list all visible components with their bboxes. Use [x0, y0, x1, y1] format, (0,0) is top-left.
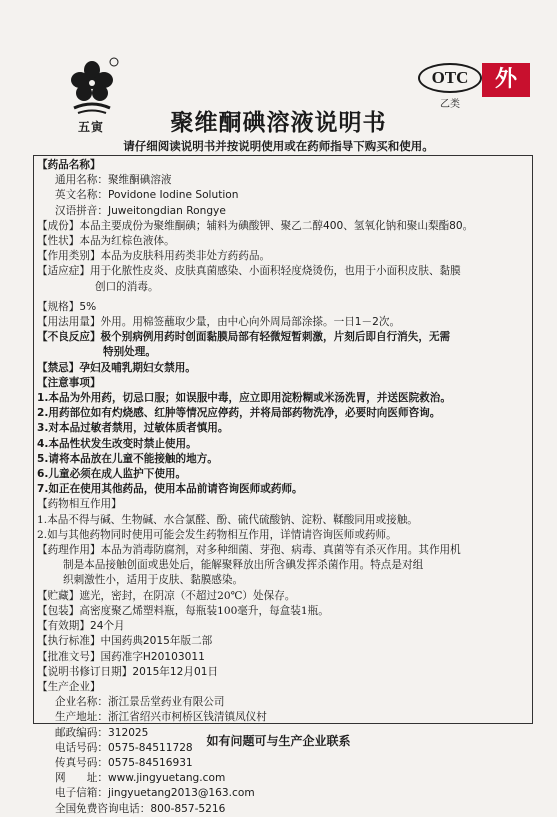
revision-date: 【说明书修订日期】2015年12月01日: [37, 665, 219, 678]
usage-dosage: 【用法用量】外用。用棉签蘸取少量，由中心向外周局部涂搽。一日1－2次。: [37, 316, 401, 329]
adverse-line-1: 【不良反应】极个别病例用药时创面黏膜局部有轻微短暂刺激，片刻后即自行消失，无需: [37, 331, 451, 344]
otc-label: OTC: [418, 63, 482, 93]
caution-item: 3.对本品过敏者禁用，过敏体质者慎用。: [37, 422, 229, 435]
package: 【包装】高密度聚乙烯塑料瓶，每瓶装100毫升，每盒装1瓶。: [37, 604, 329, 617]
page-title: 聚维酮碘溶液说明书: [170, 110, 387, 136]
footer-note: 如有问题可与生产企业联系: [206, 734, 351, 748]
brand-name: 五寅: [78, 120, 105, 134]
caution-header: 【注意事项】: [37, 376, 101, 389]
pharmacology-line-3: 织刺激性小，适用于皮肤、黏膜感染。: [63, 574, 244, 587]
fax-number: 传真号码：0575-84516931: [55, 756, 193, 769]
interaction-header: 【药物相互作用】: [37, 498, 122, 511]
characteristics: 【性状】本品为红棕色液体。: [37, 235, 175, 248]
indication-line-2: 创口的消毒。: [95, 280, 159, 293]
email: 电子信箱：jingyuetang2013@163.com: [55, 787, 255, 800]
phone-number: 电话号码：0575-84511728: [55, 741, 193, 754]
indication-line-1: 【适应症】用于化脓性皮炎、皮肤真菌感染、小面积轻度烧烫伤，也用于小面积皮肤、黏膜: [37, 265, 461, 278]
pharmacology-line-2: 制是本品接触创面或患处后，能解聚释放出所含碘发挥杀菌作用。特点是对组: [63, 559, 424, 572]
leaflet-content: [37, 158, 527, 817]
specification: 【规格】5%: [37, 300, 97, 313]
reading-notice: 请仔细阅读说明书并按说明使用或在药师指导下购买和使用。: [123, 139, 434, 153]
storage: 【贮藏】遮光，密封，在阴凉（不超过20℃）处保存。: [37, 589, 296, 602]
english-name: 英文名称：Povidone Iodine Solution: [55, 189, 239, 202]
caution-item: 1.本品为外用药，切忌口服；如误服中毒，应立即用淀粉糊或米汤洗胃，并送医院救治。: [37, 392, 451, 405]
caution-item: 6.儿童必须在成人监护下使用。: [37, 468, 187, 481]
hotline: 全国免费咨询电话：800-857-5216: [55, 802, 226, 815]
category: 【作用类别】本品为皮肤科用药类非处方药药品。: [37, 250, 271, 263]
pharmacology-line-1: 【药理作用】本品为消毒防腐剂，对多种细菌、芽孢、病毒、真菌等有杀灭作用。其作用机: [37, 544, 461, 557]
external-use-badge: 外: [482, 63, 530, 97]
standard: 【执行标准】中国药典2015年版二部: [37, 635, 213, 648]
common-name: 通用名称：聚维酮碘溶液: [55, 174, 172, 187]
caution-item: 5.请将本品放在儿童不能接触的地方。: [37, 452, 218, 465]
company-address: 生产地址：浙江省绍兴市柯桥区钱清镇凤仪村: [55, 711, 267, 724]
validity: 【有效期】24个月: [37, 620, 125, 633]
approval-number: 【批准文号】国药准字H20103011: [37, 650, 205, 663]
contraindication: 【禁忌】孕妇及哺乳期妇女禁用。: [37, 361, 196, 374]
website: 网 址：www.jingyuetang.com: [55, 772, 226, 785]
ingredients: 【成份】本品主要成份为聚维酮碘；辅料为碘酸钾、聚乙二醇400、氢氧化钠和聚山梨酯80。: [37, 219, 474, 232]
caution-item: 4.本品性状发生改变时禁止使用。: [37, 437, 197, 450]
manufacturer-header: 【生产企业】: [37, 680, 101, 693]
postcode: 邮政编码：312025: [55, 726, 149, 739]
drug-name-header: 【药品名称】: [37, 159, 101, 171]
otc-badge: [418, 63, 482, 110]
otc-class: 乙类: [440, 99, 460, 110]
caution-item: 7.如正在使用其他药品，使用本品前请咨询医师或药师。: [37, 483, 303, 496]
pinyin-name: 汉语拼音：Juweitongdian Rongye: [55, 204, 226, 217]
interaction-item: 1.本品不得与碱、生物碱、水合氯醛、酚、硫代硫酸钠、淀粉、鞣酸同用或接触。: [37, 513, 418, 526]
caution-item: 2.用药部位如有灼烧感、红肿等情况应停药，并将局部药物洗净，必要时向医师咨询。: [37, 407, 441, 420]
adverse-line-2: 特别处理。: [103, 346, 156, 359]
company-name: 企业名称：浙江景岳堂药业有限公司: [55, 696, 225, 709]
interaction-item: 2.如与其他药物同时使用可能会发生药物相互作用，详情请咨询医师或药师。: [37, 528, 397, 541]
